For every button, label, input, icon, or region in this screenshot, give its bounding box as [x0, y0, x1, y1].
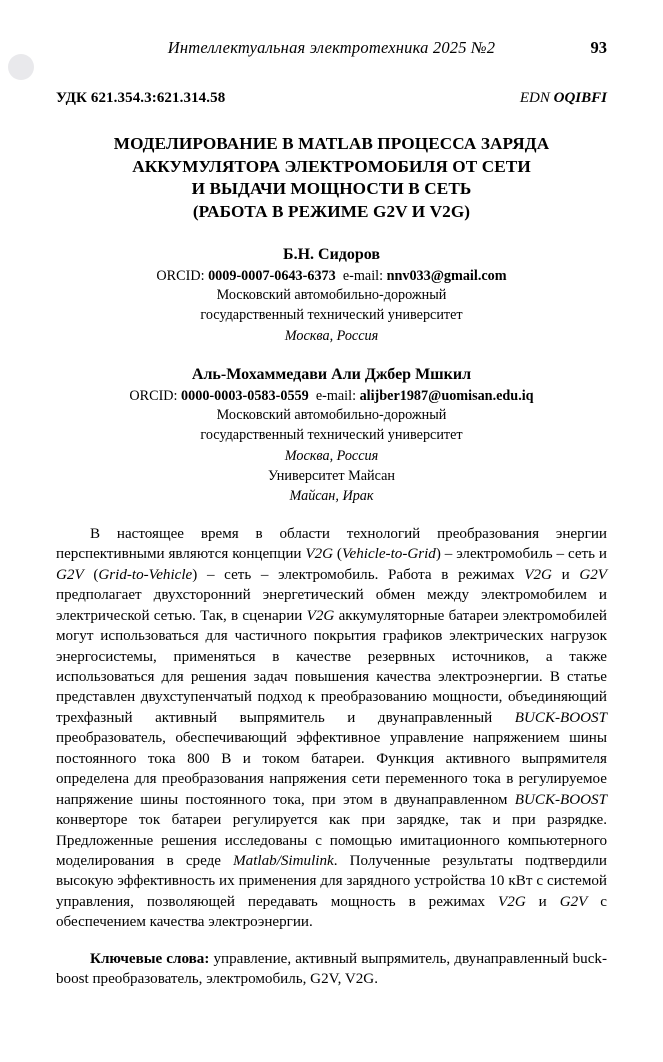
affiliation-city: Москва, Россия: [284, 327, 379, 344]
identifier-row: [56, 90, 607, 107]
page-corner-mark: [8, 54, 34, 80]
affiliation-line-2: государственный технический университет: [200, 307, 463, 324]
orcid-id: 0009-0007-0643-6373: [208, 267, 336, 284]
title-line-4: (РАБОТА В РЕЖИМЕ G2V И V2G): [192, 202, 471, 222]
affiliation-line-1: Московский автомобильно-дорожный: [216, 287, 447, 304]
page-number: 93: [590, 38, 607, 57]
affiliation-line-1: Московский автомобильно-дорожный: [216, 407, 447, 424]
keywords-list: управление, активный выпрямитель, двунаправленный buck-boost преобразователь, электромобиль, G2V, V2G.: [56, 950, 607, 988]
author-block-1: [56, 246, 607, 346]
author-email[interactable]: alijber1987@uomisan.edu.iq: [359, 387, 534, 404]
edn-value: OQIBFI: [553, 90, 607, 106]
author-name: Б.Н. Сидоров: [282, 245, 381, 263]
edn-identifier: [520, 90, 607, 107]
title-line-2: АККУМУЛЯТОРА ЭЛЕКТРОМОБИЛЯ ОТ СЕТИ: [132, 156, 531, 176]
running-head: [56, 38, 607, 64]
author-block-2: [56, 366, 607, 506]
affiliation-city: Москва, Россия: [284, 447, 379, 464]
page-title: [56, 133, 607, 224]
author-contact-line: [56, 387, 607, 405]
keywords-block: [56, 949, 607, 990]
keywords-label: Ключевые слова:: [90, 950, 210, 967]
affiliation-city-secondary: Майсан, Ирак: [289, 487, 374, 504]
orcid-id: 0000-0003-0583-0559: [181, 387, 309, 404]
article-page: [0, 38, 663, 1062]
author-contact-line: [56, 267, 607, 285]
author-email[interactable]: nnv033@gmail.com: [386, 267, 507, 284]
title-line-3: И ВЫДАЧИ МОЩНОСТИ В СЕТЬ: [191, 179, 472, 199]
abstract-text: В настоящее время в области технологий преобразования энергии перспективными являются концепции V2G (Vehicle-to-Grid) – электромобиль – сеть и G2V (Grid-to-Vehicle) – сеть – электромобиль. Работа в режимах V2G и G2V предполагает двухсторонний энергетический обмен между электромобилем и электрической сетью. Так, в сценарии V2G аккумуляторные батареи электромобилей могут использоваться для частичного покрытия графиков электрических нагрузок энергосистемы, применяться в качестве резервных источников, а также использоваться для решения задач повышения качества электроэнергии. В статье представлен двухступенчатый подход к преобразованию мощности, объединяющий трехфазный активный выпрямитель и двунаправленный BUCK-BOOST преобразователь, обеспечивающий эффективное управление напряжением шины постоянного тока 800 В и током батареи. Функция активного выпрямителя определена для преобразования напряжения сети переменного тока в регулируемое напряжение шины постоянного тока, при этом в двунаправленном BUCK-BOOST конверторе ток батареи регулируется как при зарядке, так и при разрядке. Предложенные решения исследованы с помощью имитационного компьютерного моделирования в среде Matlab/Simulink. Полученные результаты подтвердили высокую эффективность их применения для зарядного устройства 10 кВт с системой управления, позволяющей передавать мощность в режимах V2G и G2V с обеспечением качества электроэнергии.: [56, 525, 608, 931]
email-label: e-mail:: [315, 387, 357, 404]
author-name: Аль-Мохаммедави Али Джбер Мшкил: [191, 365, 472, 383]
udc-code: УДК 621.354.3:621.314.58: [56, 90, 226, 106]
affiliation-secondary: Университет Майсан: [268, 467, 395, 484]
orcid-label: ORCID:: [156, 267, 205, 284]
edn-label: EDN: [519, 90, 550, 106]
affiliation-line-2: государственный технический университет: [200, 427, 463, 444]
journal-title: Интеллектуальная электротехника 2025 №2: [167, 38, 496, 57]
email-label: e-mail:: [342, 267, 384, 284]
title-line-1: МОДЕЛИРОВАНИЕ В MATLAB ПРОЦЕССА ЗАРЯДА: [113, 134, 550, 153]
orcid-label: ORCID:: [129, 387, 178, 404]
